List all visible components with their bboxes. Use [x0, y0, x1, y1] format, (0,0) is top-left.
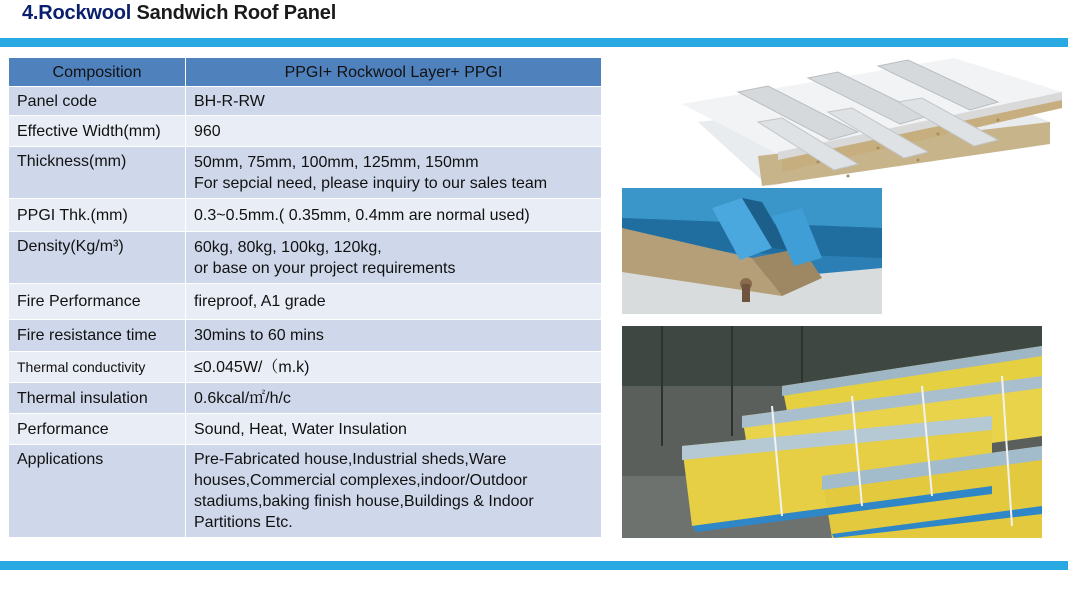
row-key: PPGI Thk.(mm) [9, 199, 186, 232]
row-value [186, 232, 602, 284]
row-value-line: ≤0.045W/（m.k) [194, 358, 310, 376]
row-key: Thermal insulation [9, 383, 186, 414]
roof-panel-stack-photo [678, 52, 1064, 186]
row-value-line: fireproof, A1 grade [194, 293, 326, 310]
row-value-line: BH-R-RW [194, 92, 265, 110]
row-value [186, 147, 602, 199]
row-value-line: 960 [194, 122, 221, 140]
row-key: Applications [9, 445, 186, 538]
row-value-line: For sepcial need, please inquiry to our sales team [194, 174, 548, 192]
row-value [186, 87, 602, 116]
table-row [9, 232, 602, 284]
bottom-accent-band [0, 561, 1068, 570]
title-word-rockwool: Rockwool [38, 2, 132, 24]
row-value-line: stadiums,baking finish house,Buildings & Indoor [194, 493, 534, 510]
table-row [9, 352, 602, 383]
table-row [9, 147, 602, 199]
table-row [9, 445, 602, 538]
row-value [186, 414, 602, 445]
row-value [186, 383, 602, 414]
table-row [9, 414, 602, 445]
warehouse-panel-stacks-photo [622, 326, 1042, 538]
row-value-line: Partitions Etc. [194, 514, 293, 531]
table-row [9, 320, 602, 352]
row-value-line: or base on your project requirements [194, 259, 456, 277]
table-row [9, 284, 602, 320]
page-title [22, 2, 336, 25]
row-key: Thickness(mm) [9, 147, 186, 199]
table-row [9, 116, 602, 147]
row-value [186, 352, 602, 383]
row-key: Density(Kg/m³) [9, 232, 186, 284]
top-accent-band [0, 38, 1068, 47]
row-key: Effective Width(mm) [9, 116, 186, 147]
row-value-line: Sound, Heat, Water Insulation [194, 420, 407, 438]
row-value [186, 284, 602, 320]
blue-panel-closeup-photo [622, 188, 882, 314]
header-value-cell: PPGI+ Rockwool Layer+ PPGI [186, 58, 602, 87]
row-value-line: Pre-Fabricated house,Industrial sheds,Ware [194, 451, 507, 468]
row-value-line: 30mins to 60 mins [194, 327, 324, 344]
table-row [9, 87, 602, 116]
row-key: Thermal conductivity [9, 352, 186, 383]
row-value-line: 0.3~0.5mm.( 0.35mm, 0.4mm are normal used) [194, 206, 530, 224]
row-key: Performance [9, 414, 186, 445]
row-key: Fire resistance time [9, 320, 186, 352]
table-row [9, 199, 602, 232]
row-key: Panel code [9, 87, 186, 116]
row-value [186, 199, 602, 232]
row-value-line: 50mm, 75mm, 100mm, 125mm, 150mm [194, 153, 479, 171]
row-value-line: 0.6kcal/㎡/h/c [194, 389, 291, 407]
row-value-line: 60kg, 80kg, 100kg, 120kg, [194, 238, 382, 256]
table-row [9, 383, 602, 414]
header-key-cell: Composition [9, 58, 186, 87]
table-header-row [9, 58, 602, 87]
row-value [186, 116, 602, 147]
title-rest: Sandwich Roof Panel [136, 2, 337, 24]
title-number: 4. [22, 2, 39, 24]
row-key: Fire Performance [9, 284, 186, 320]
spec-table [8, 57, 602, 538]
row-value [186, 445, 602, 538]
row-value-line: houses,Commercial complexes,indoor/Outdoor [194, 472, 528, 489]
row-value [186, 320, 602, 352]
